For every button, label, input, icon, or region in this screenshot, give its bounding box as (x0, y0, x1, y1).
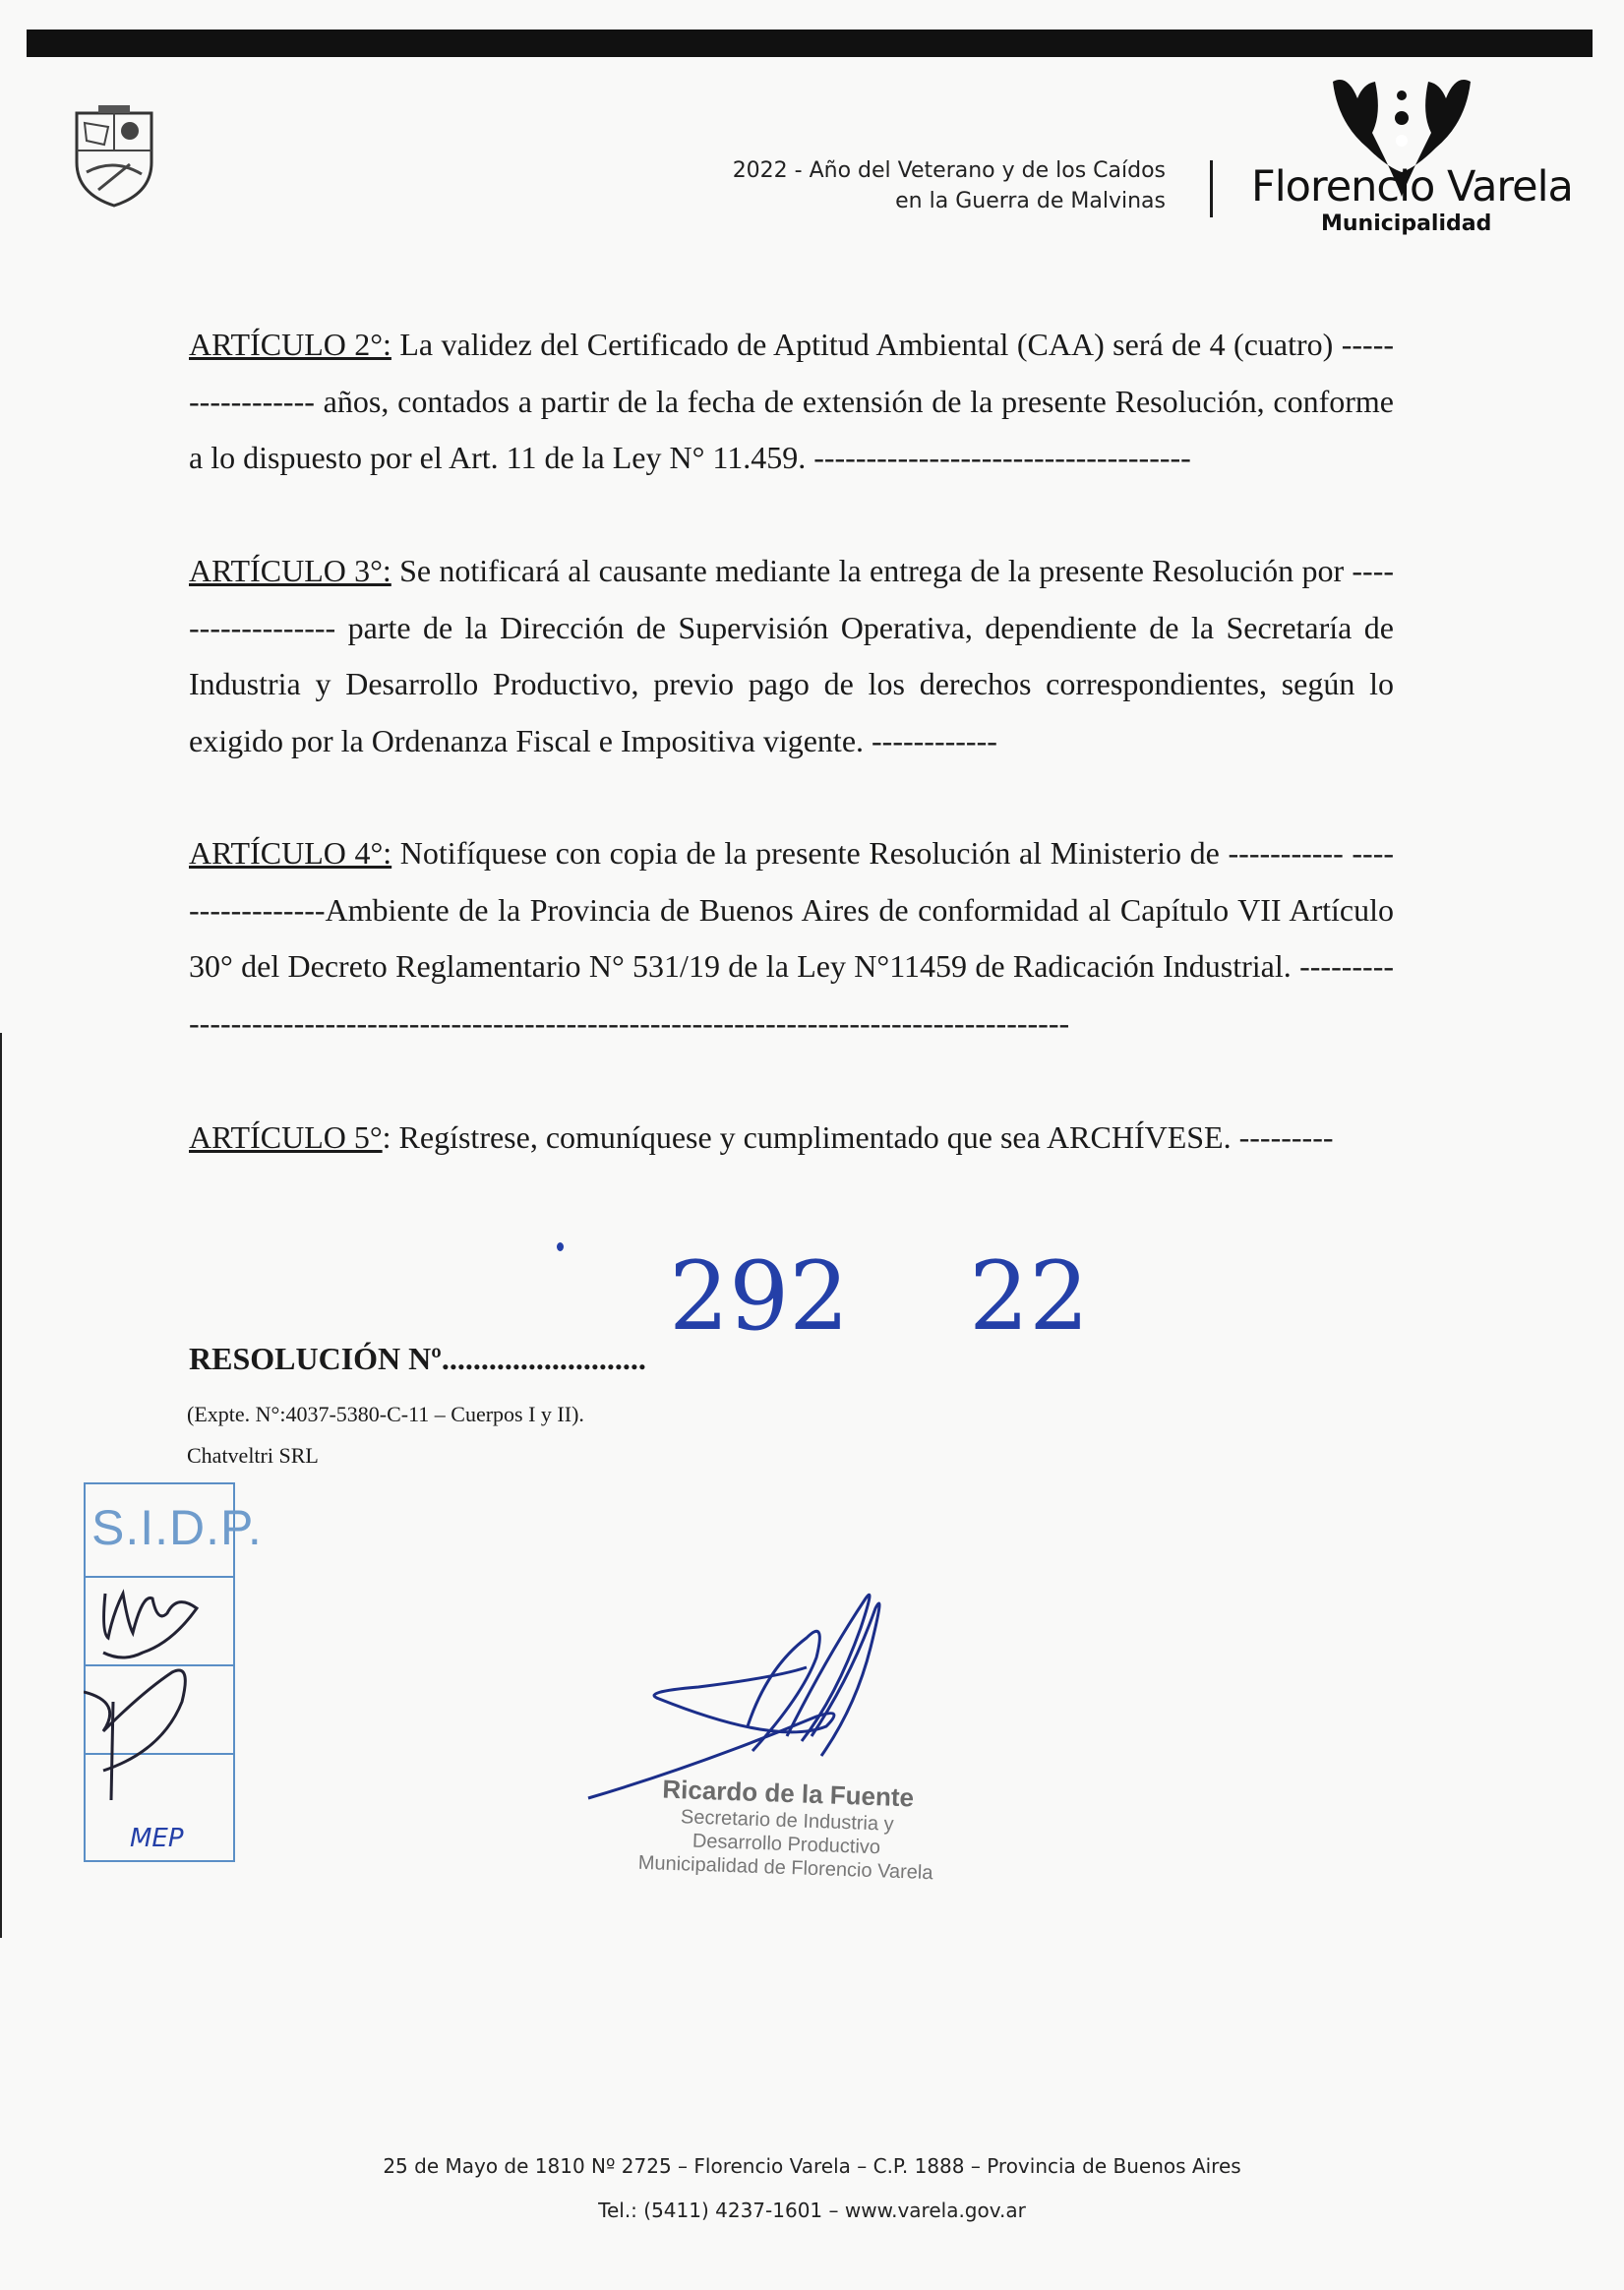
article-body: : Regístrese, comuníquese y cumplimentado que sea ARCHÍVESE. --------- (382, 1119, 1334, 1155)
top-border-bar (27, 30, 1593, 57)
header-slogan-line1: 2022 - Año del Veterano y de los Caídos (732, 158, 1166, 183)
expediente-reference: (Expte. N°:4037-5380-C-11 – Cuerpos I y II). (187, 1402, 584, 1426)
article-label: ARTÍCULO 3°: (189, 553, 391, 588)
article-label: ARTÍCULO 5° (189, 1119, 383, 1155)
stamp-initials: MEP (130, 1824, 184, 1853)
article-label: ARTÍCULO 4°: (189, 835, 392, 871)
signatory-block (608, 1773, 965, 1887)
signatory-role: Municipalidad de Florencio Varela (637, 1851, 933, 1885)
article-2 (189, 317, 1394, 487)
scan-edge (0, 1033, 2, 1938)
resolution-label: RESOLUCIÓN Nº.......................... (189, 1341, 646, 1376)
article-4 (189, 825, 1394, 1052)
header-slogan-line2: en la Guerra de Malvinas (895, 189, 1166, 213)
article-body: La validez del Certificado de Aptitud Ambiental (CAA) será de 4 (cuatro) ----------------- años, contados a partir de la fecha de extensión de la presente Resolución, conforme a lo dispuesto por el Art. 11 de la Ley N° 11.459. ------------------------------------ (189, 327, 1395, 475)
article-body: Notifíquese con copia de la presente Resolución al Ministerio de ----------- -----------------Ambiente de la Provincia de Buenos Aires de conformidad al Capítulo VII Artículo 30° del Decreto Reglamentario N° 531/19 de la Ley N°11459 de Radicación Industrial. --------------------------------------------------------------------------------------------- (189, 835, 1395, 1041)
article-3 (189, 543, 1394, 769)
signatory-role: Secretario de Industria y (680, 1806, 895, 1836)
header-divider (1210, 160, 1213, 217)
signatory-name: Ricardo de la Fuente (661, 1774, 915, 1813)
resolution-number: 292 (669, 1241, 850, 1352)
article-label: ARTÍCULO 2°: (189, 327, 391, 362)
company-name: Chatveltri SRL (187, 1443, 319, 1468)
footer-address: 25 de Mayo de 1810 Nº 2725 – Florencio Varela – C.P. 1888 – Provincia de Buenos Aires (383, 2154, 1241, 2178)
municipal-shield-icon (69, 103, 159, 210)
resolution-year: 22 (969, 1241, 1090, 1352)
header-slogan (551, 155, 1166, 216)
logo-subtitle: Municipalidad (1321, 211, 1492, 236)
stamp-title: S.I.D.P. (91, 1500, 263, 1555)
article-5 (189, 1110, 1394, 1167)
footer-contact: Tel.: (5411) 4237-1601 – www.varela.gov.ar (598, 2199, 1026, 2222)
logo-name: Florencio Varela (1251, 162, 1573, 211)
article-body: Se notificará al causante mediante la entrega de la presente Resolución por ------------------ parte de la Dirección de Supervisión Operativa, dependiente de la Secretaría de Industria y Desarrollo Productivo, previo pago de los derechos correspondientes, según lo exigido por la Ordenanza Fiscal e Impositiva vigente. ------------ (189, 553, 1395, 758)
stamp-signature-icon (84, 1554, 251, 1810)
signatory-role: Desarrollo Productivo (692, 1830, 881, 1859)
ink-dot (557, 1242, 564, 1251)
